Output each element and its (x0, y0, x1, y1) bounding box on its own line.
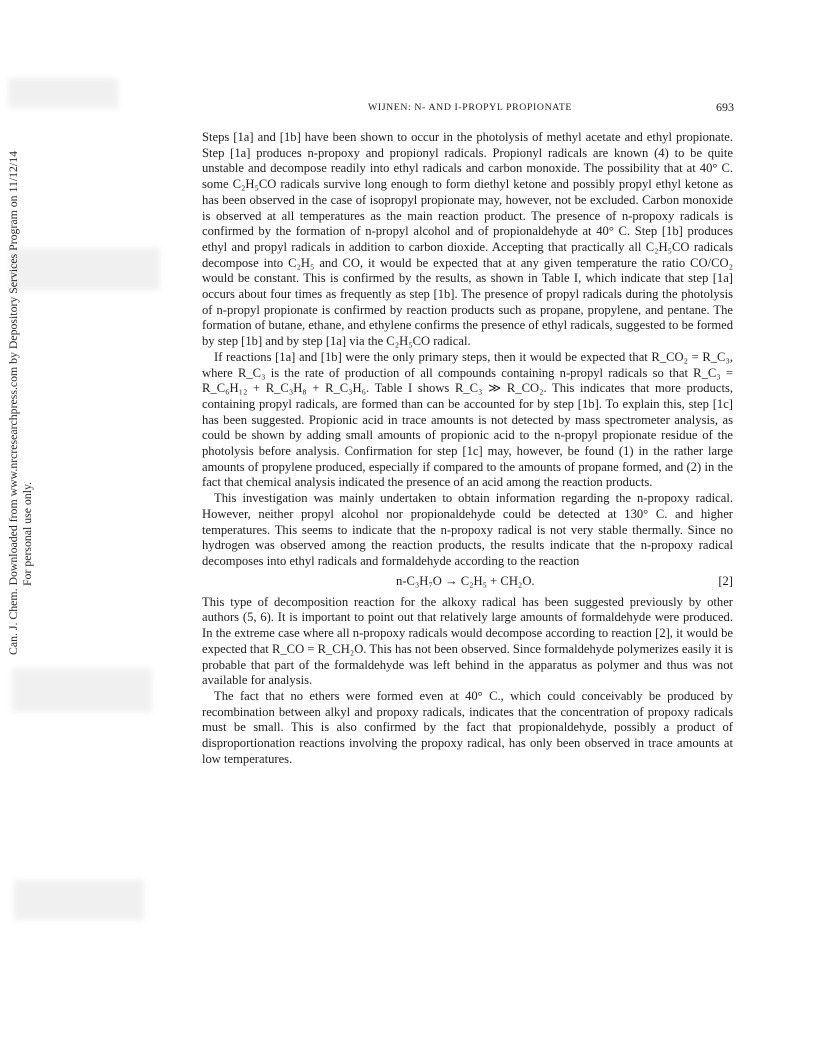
equation-2 (202, 574, 733, 592)
body-text (202, 130, 733, 767)
scan-smudge (8, 78, 118, 108)
personal-use-note: For personal use only. (20, 481, 34, 586)
page-number: 693 (716, 100, 734, 114)
paragraph: This type of decomposition reaction for the alkoxy radical has been suggested previously by other authors (5, 6). It is important to point out that relatively large amounts of formaldehyde were produced. In the extreme case where all n-propoxy radicals would decompose according to reaction [2], it would be expected that R_CO = R_CH₂O. This has not been observed. Since formaldehyde polymerizes easily it is probable that part of the formaldehyde was left behind in the apparatus as polymer and thus was not available for analysis. (202, 594, 733, 688)
paragraph: If reactions [1a] and [1b] were the only primary steps, then it would be expected that R_CO₂ = R_C₃, where R_C₃ is the rate of production of all compounds containing n-propyl radicals so that R_C₃ = R_C₆H₁₂ + R_C₃H₈ + R_C₃H₆. Table I shows R_C₃ ≫ R_CO₂. This indicates that more products, containing propyl radicals, are formed than can be accounted for by step [1b]. To explain this, step [1c] has been suggested. Propionic acid in trace amounts is not detected by mass spectrometer analysis, as could be shown by adding small amounts of propionic acid to the n-propyl propionate residue of the photolysis before analysis. Confirmation for step [1c] may, however, be found (1) in the rather large amounts of propylene produced, especially if compared to the amounts of propane formed, and (2) in the fact that chemical analysis indicated the presence of an acid among the reaction products. (202, 349, 733, 490)
running-header (204, 98, 734, 116)
equation-number: [2] (718, 573, 733, 588)
paragraph: Steps [1a] and [1b] have been shown to occur in the photolysis of methyl acetate and ethyl propionate. Step [1a] produces n-propoxy and propionyl radicals. Propionyl radicals are known (4) to be quite unstable and decompose readily into ethyl radicals and carbon monoxide. The possibility that at 40° C. some C₂H₅CO radicals survive long enough to form diethyl ketone and possibly propyl ethyl ketone as has been observed in the case of isopropyl propionate may, however, not be excluded. Carbon monoxide is observed at all temperatures as the main reaction product. The presence of n-propoxy radicals is confirmed by the formation of n-propyl alcohol and of propionaldehyde at 40° C. Step [1b] produces ethyl and propyl radicals in addition to carbon dioxide. Accepting that practically all C₂H₅CO radicals decompose into C₂H₅ and CO, it would be expected that at any given temperature the ratio CO/CO₂ would be constant. This is confirmed by the results, as shown in Table I, which indicate that step [1a] occurs about four times as frequently as step [1b]. The presence of propyl radicals during the photolysis of n-propyl propionate is confirmed by reaction products such as propane, propylene, and pentane. The formation of butane, ethane, and ethylene confirms the presence of ethyl radicals, suggested to be formed by step [1b] and by step [1a] via the C₂H₅CO radical. (202, 130, 733, 349)
download-note: Can. J. Chem. Downloaded from www.nrcresearchpress.com by Depository Services Program on 11/12/14 (6, 151, 20, 655)
equation-text: n-C₃H₇O → C₂H₅ + CH₂O. (396, 573, 535, 588)
scan-smudge (14, 880, 144, 920)
paragraph: The fact that no ethers were formed even at 40° C., which could conceivably be produced by recombination between alkyl and propoxy radicals, indicates that the concentration of propoxy radicals must be small. This is also confirmed by the fact that propionaldehyde, possibly a product of disproportionation reactions involving the propoxy radical, has only been observed in trace amounts at low temperatures. (202, 688, 733, 766)
paragraph: This investigation was mainly undertaken to obtain information regarding the n-propoxy radical. However, neither propyl alcohol nor propionaldehyde could be detected at 130° C. and higher temperatures. This seems to indicate that the n-propoxy radical is not very stable thermally. Since no hydrogen was observed among the reaction products, the results indicate that the n-propoxy radical decomposes into ethyl radicals and formaldehyde according to the reaction (202, 491, 733, 568)
running-title: WIJNEN: N- AND I-PROPYL PROPIONATE (368, 102, 572, 113)
scan-smudge (12, 668, 152, 712)
scan-smudge (10, 248, 160, 290)
